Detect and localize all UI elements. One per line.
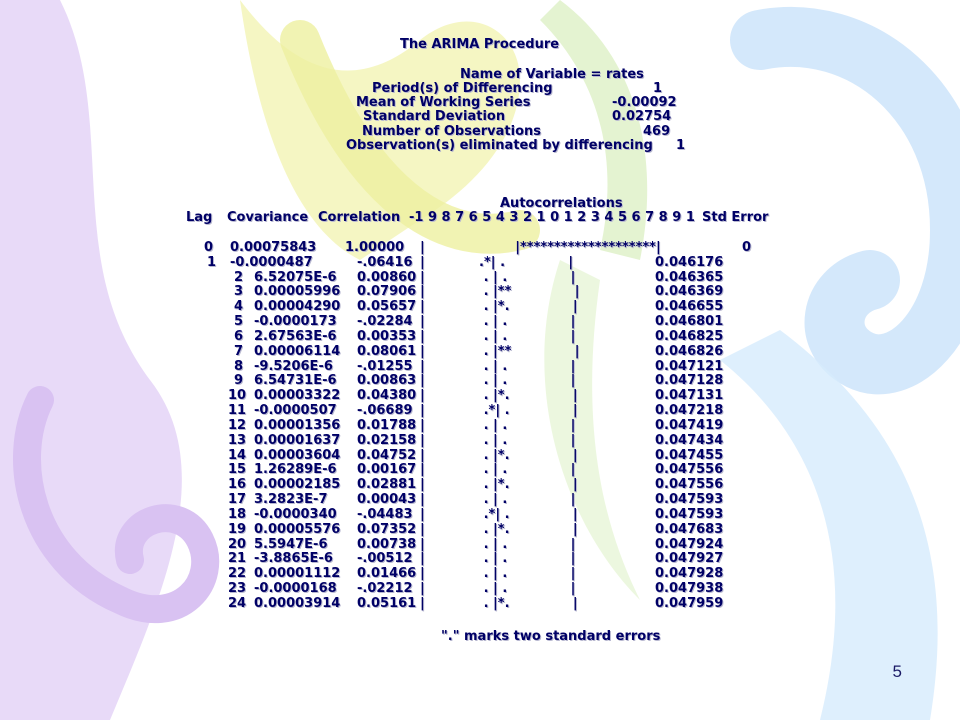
table-row [0, 551, 960, 566]
correlation-cell: -.02284 [357, 314, 413, 330]
correlation-cell: 0.07906 [357, 284, 417, 300]
variable-name-line: Name of Variable = rates [460, 67, 644, 82]
std-error-cell: 0.046801 [655, 314, 724, 330]
bar-cell: | . | . | [420, 314, 576, 330]
table-row [0, 462, 960, 477]
correlation-cell: -.06689 [357, 403, 413, 419]
bar-cell: | . | . | [420, 328, 576, 344]
col-scale: -1 9 8 7 6 5 4 3 2 1 0 1 2 3 4 5 6 7 8 9 1 [409, 210, 695, 225]
correlation-cell: -.02212 [357, 581, 413, 597]
slide-number: 5 [892, 662, 902, 681]
lag-cell: 24 [228, 595, 247, 611]
table-row [0, 359, 960, 374]
lag-cell: 14 [228, 447, 247, 463]
table-row [0, 284, 960, 299]
bar-cell: | . |*. | [420, 595, 578, 611]
std-error-cell: 0 [742, 240, 752, 255]
table-row [0, 403, 960, 418]
lag-cell: 5 [234, 314, 244, 330]
table-row [0, 566, 960, 581]
std-error-cell: 0.047434 [655, 432, 724, 448]
std-error-cell: 0.046826 [655, 343, 724, 359]
covariance-cell: 6.54731E-6 [254, 373, 337, 389]
covariance-cell: 0.00003604 [254, 447, 341, 463]
std-error-cell: 0.047455 [655, 447, 724, 463]
covariance-cell: 0.00005996 [254, 284, 341, 300]
column-header [0, 210, 960, 225]
std-error-cell: 0.047131 [655, 388, 724, 404]
std-error-cell: 0.046369 [655, 284, 724, 300]
lag-cell: 8 [234, 358, 244, 374]
lag-cell: 7 [234, 343, 244, 359]
covariance-cell: 0.00005576 [254, 521, 341, 537]
table-row [0, 329, 960, 344]
col-covariance: Covariance [227, 210, 309, 225]
correlation-cell: 1.00000 [345, 240, 405, 255]
covariance-cell: 0.00002185 [254, 477, 341, 493]
bar-cell: | .*| . | [420, 506, 578, 522]
bar-cell: | . |*. | [420, 447, 578, 463]
bar-cell: | . | . | [420, 462, 576, 478]
lag-cell: 23 [228, 581, 247, 597]
lag-cell: 22 [228, 566, 247, 582]
bar-cell: | .*| . | [420, 254, 574, 270]
stat-value-eliminated: 1 [676, 138, 686, 153]
correlation-cell: 0.00043 [357, 492, 417, 508]
table-row [0, 388, 960, 403]
correlation-cell: 0.02158 [357, 432, 417, 448]
std-error-cell: 0.046176 [655, 254, 724, 270]
lag-cell: 21 [228, 551, 247, 567]
bar-cell: | . | . | [420, 269, 576, 285]
stat-label-observations: Number of Observations [362, 124, 542, 139]
bar-cell: | |********************| [420, 240, 661, 255]
lag-cell: 18 [228, 506, 247, 522]
lag-cell: 6 [234, 328, 244, 344]
stat-value-differencing: 1 [653, 81, 663, 96]
stat-value-mean: -0.00092 [612, 95, 677, 110]
correlation-cell: 0.00738 [357, 536, 417, 552]
bar-cell: | . | . | [420, 373, 576, 389]
std-error-cell: 0.047927 [655, 551, 724, 567]
lag-cell: 1 [207, 254, 217, 270]
table-row [0, 581, 960, 596]
stat-value-observations: 469 [643, 124, 671, 139]
table-row [0, 492, 960, 507]
bar-cell: | . | . | [420, 551, 576, 567]
table-row [0, 596, 960, 611]
bar-cell: | . | . | [420, 566, 576, 582]
std-error-cell: 0.047938 [655, 581, 724, 597]
std-error-cell: 0.047218 [655, 403, 724, 419]
lag-cell: 19 [228, 521, 247, 537]
std-error-cell: 0.047121 [655, 358, 724, 374]
covariance-cell: -0.0000340 [254, 506, 337, 522]
stat-label-mean: Mean of Working Series [356, 95, 531, 110]
procedure-title: The ARIMA Procedure [400, 37, 560, 52]
bar-cell: | . | . | [420, 432, 576, 448]
covariance-cell: -9.5206E-6 [254, 358, 333, 374]
lag-cell: 20 [228, 536, 247, 552]
table-row [0, 418, 960, 433]
bar-cell: | . |*. | [420, 521, 578, 537]
lag-cell: 4 [234, 299, 244, 315]
covariance-cell: 6.52075E-6 [254, 269, 337, 285]
table-row [0, 270, 960, 285]
correlation-cell: 0.01466 [357, 566, 417, 582]
covariance-cell: 5.5947E-6 [254, 536, 328, 552]
lag-cell: 11 [228, 403, 247, 419]
bar-cell: | . | . | [420, 536, 576, 552]
covariance-cell: 0.00003322 [254, 388, 341, 404]
bar-cell: | . | . | [420, 581, 576, 597]
correlation-cell: 0.05161 [357, 595, 417, 611]
bar-cell: | .*| . | [420, 403, 578, 419]
std-error-cell: 0.047593 [655, 506, 724, 522]
bar-cell: | . |*. | [420, 477, 578, 493]
std-error-cell: 0.047928 [655, 566, 724, 582]
covariance-cell: 0.00003914 [254, 595, 341, 611]
bar-cell: | . |*. | [420, 299, 578, 315]
stat-label-differencing: Period(s) of Differencing [372, 81, 553, 96]
table-row [0, 477, 960, 492]
covariance-cell: -0.0000173 [254, 314, 337, 330]
bar-cell: | . |** | [420, 284, 580, 300]
table-row [0, 344, 960, 359]
correlation-cell: 0.04380 [357, 388, 417, 404]
autocorrelations-title: Autocorrelations [500, 196, 623, 211]
correlation-cell: -.06416 [357, 254, 413, 270]
table-row [0, 537, 960, 552]
col-lag: Lag [186, 210, 213, 225]
correlation-cell: 0.08061 [357, 343, 417, 359]
covariance-cell: 0.00001356 [254, 417, 341, 433]
bar-cell: | . | . | [420, 417, 576, 433]
covariance-cell: -0.0000168 [254, 581, 337, 597]
table-row [0, 373, 960, 388]
bar-cell: | . |** | [420, 343, 580, 359]
footnote: "." marks two standard errors [441, 629, 661, 644]
correlation-cell: 0.02881 [357, 477, 417, 493]
std-error-cell: 0.046365 [655, 269, 724, 285]
table-row [0, 433, 960, 448]
covariance-cell: 0.00001112 [254, 566, 341, 582]
table-row [0, 507, 960, 522]
correlation-cell: -.01255 [357, 358, 413, 374]
table-row [0, 299, 960, 314]
std-error-cell: 0.047959 [655, 595, 724, 611]
covariance-cell: -0.0000487 [230, 254, 313, 270]
col-correlation: Correlation [318, 210, 401, 225]
std-error-cell: 0.047924 [655, 536, 724, 552]
lag-cell: 2 [234, 269, 244, 285]
table-row [0, 314, 960, 329]
covariance-cell: -3.8865E-6 [254, 551, 333, 567]
covariance-cell: 0.00004290 [254, 299, 341, 315]
bar-cell: | . |*. | [420, 388, 578, 404]
lag-cell: 15 [228, 462, 247, 478]
correlation-cell: 0.07352 [357, 521, 417, 537]
std-error-cell: 0.047556 [655, 462, 724, 478]
stat-value-std-dev: 0.02754 [612, 109, 672, 124]
lag-cell: 3 [234, 284, 244, 300]
std-error-cell: 0.046825 [655, 328, 724, 344]
correlation-cell: -.04483 [357, 506, 413, 522]
correlation-cell: 0.00353 [357, 328, 417, 344]
bar-cell: | . | . | [420, 492, 576, 508]
stat-label-std-dev: Standard Deviation [363, 109, 506, 124]
correlation-cell: 0.00860 [357, 269, 417, 285]
std-error-cell: 0.047556 [655, 477, 724, 493]
correlation-cell: -.00512 [357, 551, 413, 567]
correlation-cell: 0.00167 [357, 462, 417, 478]
lag-cell: 0 [204, 240, 214, 255]
table-row [0, 240, 960, 255]
table-row [0, 448, 960, 463]
lag-cell: 17 [228, 492, 247, 508]
correlation-cell: 0.00863 [357, 373, 417, 389]
std-error-cell: 0.047593 [655, 492, 724, 508]
lag-cell: 9 [234, 373, 244, 389]
covariance-cell: 2.67563E-6 [254, 328, 337, 344]
std-error-cell: 0.047419 [655, 417, 724, 433]
correlation-cell: 0.05657 [357, 299, 417, 315]
lag-cell: 10 [228, 388, 247, 404]
covariance-cell: 0.00075843 [230, 240, 317, 255]
covariance-cell: 0.00001637 [254, 432, 341, 448]
std-error-cell: 0.047128 [655, 373, 724, 389]
stat-label-eliminated: Observation(s) eliminated by differencing [346, 138, 653, 153]
covariance-cell: 3.2823E-7 [254, 492, 328, 508]
covariance-cell: 0.00006114 [254, 343, 341, 359]
lag-cell: 16 [228, 477, 247, 493]
lag-cell: 13 [228, 432, 247, 448]
table-row [0, 522, 960, 537]
covariance-cell: 1.26289E-6 [254, 462, 337, 478]
lag-cell: 12 [228, 417, 247, 433]
std-error-cell: 0.046655 [655, 299, 724, 315]
std-error-cell: 0.047683 [655, 521, 724, 537]
col-std-error: Std Error [702, 210, 769, 225]
bar-cell: | . | . | [420, 358, 576, 374]
covariance-cell: -0.0000507 [254, 403, 337, 419]
correlation-cell: 0.04752 [357, 447, 417, 463]
correlation-cell: 0.01788 [357, 417, 417, 433]
table-row [0, 255, 960, 270]
